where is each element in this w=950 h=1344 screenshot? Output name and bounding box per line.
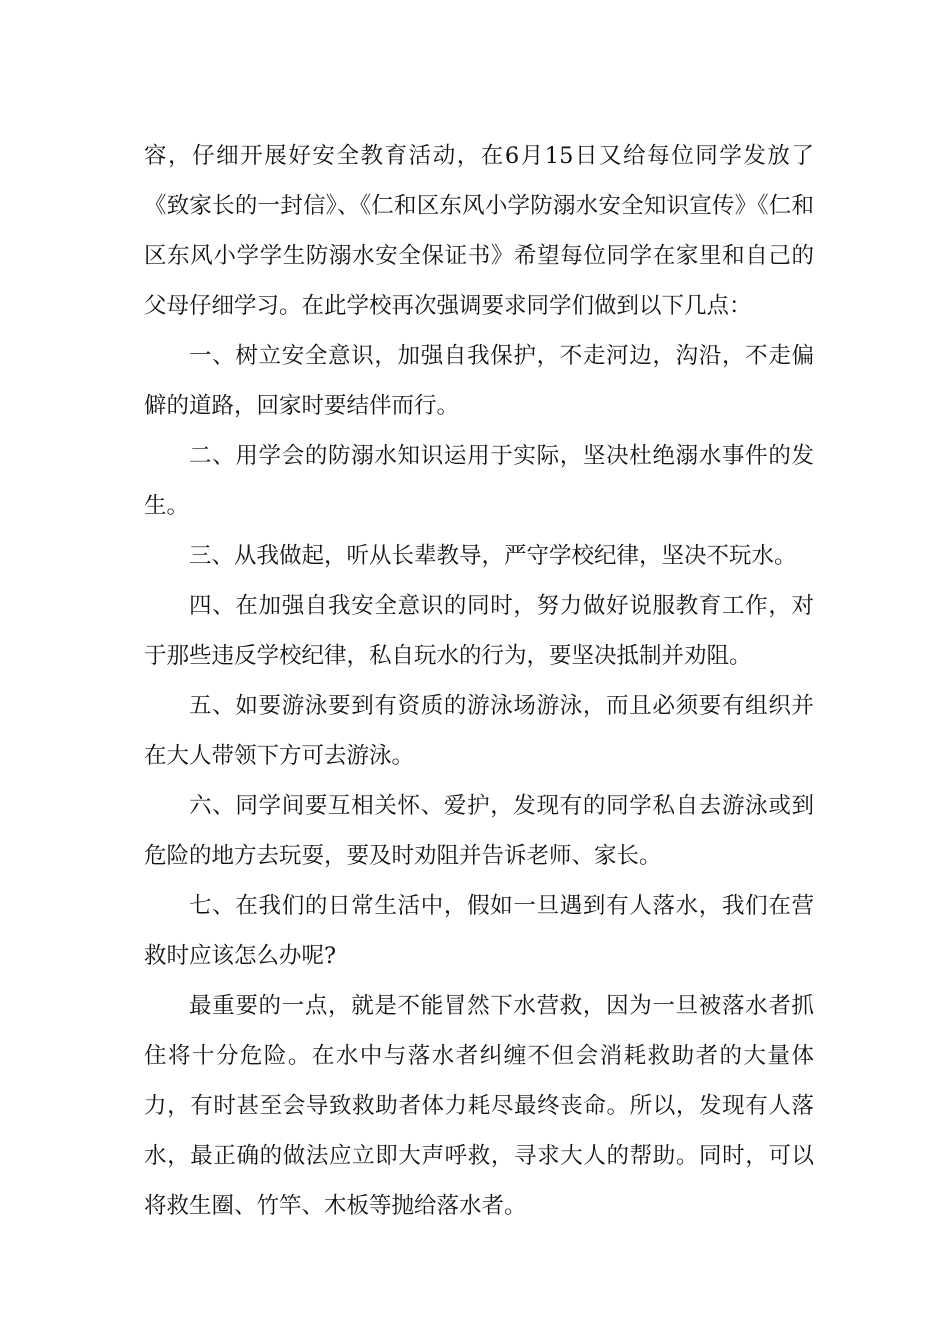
paragraph-point-1: 一、树立安全意识，加强自我保护，不走河边，沟沿，不走偏僻的道路，回家时要结伴而行。 (144, 343, 814, 419)
paragraph-rescue-advice: 最重要的一点，就是不能冒然下水营救，因为一旦被落水者抓住将十分危险。在水中与落水者纠缠不但会消耗救助者的大量体力，有时甚至会导致救助者体力耗尽最终丧命。所以，发现有人落水，最正确的做法应立即大声呼救，寻求大人的帮助。同时，可以将救生圈、竹竿、木板等抛给落水者。 (144, 993, 814, 1219)
paragraph-point-6: 六、同学间要互相关怀、爱护，发现有的同学私自去游泳或到危险的地方去玩耍，要及时劝阻并告诉老师、家长。 (144, 793, 814, 869)
paragraph-point-2: 二、用学会的防溺水知识运用于实际，坚决杜绝溺水事件的发生。 (144, 443, 814, 519)
paragraph-point-5: 五、如要游泳要到有资质的游泳场游泳，而且必须要有组织并在大人带领下方可去游泳。 (144, 693, 814, 769)
paragraph-point-4: 四、在加强自我安全意识的同时，努力做好说服教育工作，对于那些违反学校纪律，私自玩水的行为，要坚决抵制并劝阻。 (144, 593, 814, 669)
paragraph-point-3: 三、从我做起，听从长辈教导，严守学校纪律，坚决不玩水。 (189, 543, 797, 569)
paragraph-point-7: 七、在我们的日常生活中，假如一旦遇到有人落水，我们在营救时应该怎么办呢? (144, 893, 814, 969)
document-body (144, 131, 814, 1231)
paragraph-continuation: 容，仔细开展好安全教育活动，在6月15日又给每位同学发放了《致家长的一封信》、《仁和区东风小学防溺水安全知识宣传》《仁和区东风小学学生防溺水安全保证书》希望每位同学在家里和自己的父母仔细学习。在此学校再次强调要求同学们做到以下几点： (144, 143, 814, 319)
